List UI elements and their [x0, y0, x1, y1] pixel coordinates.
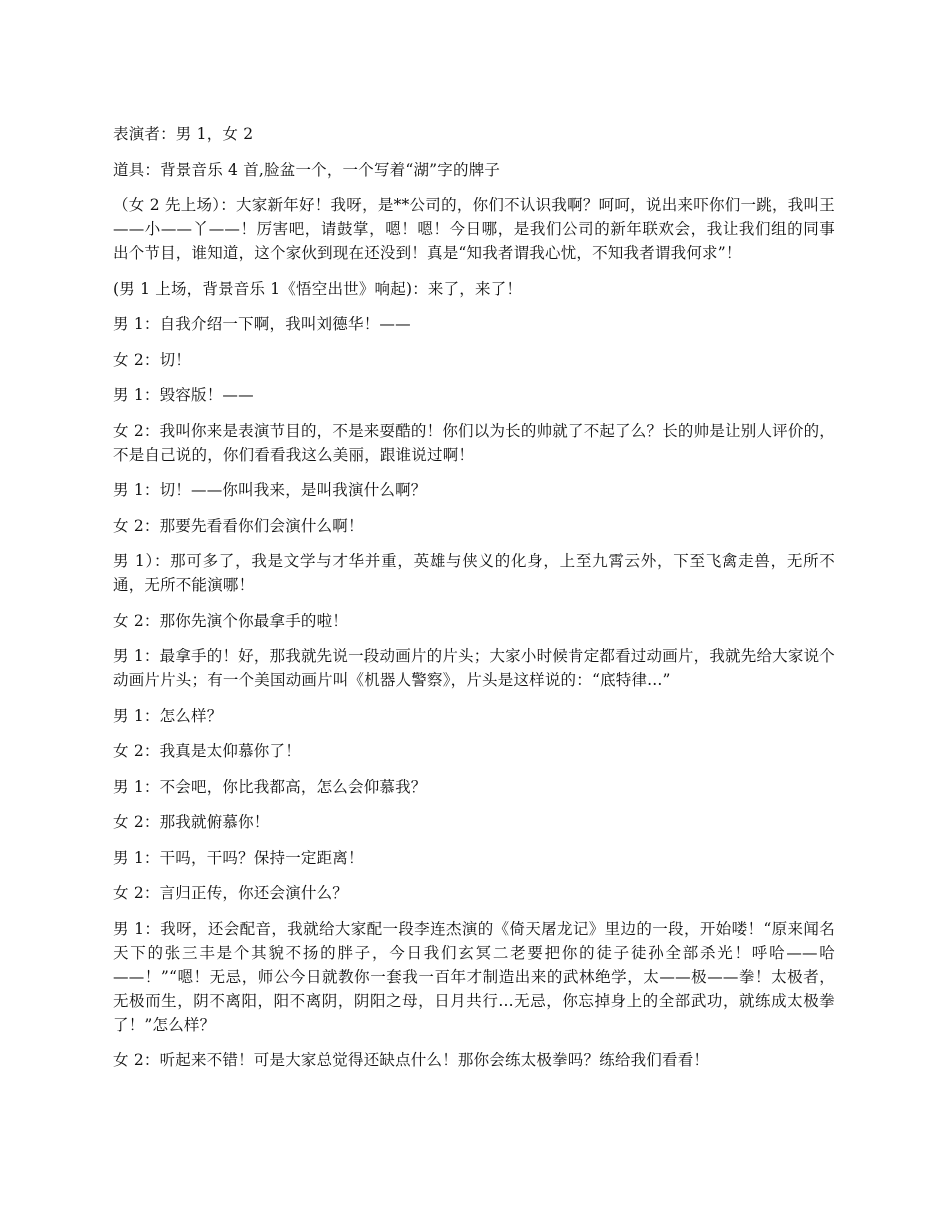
dialogue-paragraph: 女 2：那你先演个你最拿手的啦！ [113, 611, 348, 630]
dialogue-paragraph: 女 2：听起来不错！可是大家总觉得还缺点什么！那你会练太极拳吗？练给我们看看！ [113, 1051, 710, 1069]
cast-line: 表演者：男 1，女 2 [113, 125, 254, 143]
dialogue-paragraph: 男 1：毁容版！—— [113, 386, 254, 404]
props-line: 道具：背景音乐 4 首,脸盆一个，一个写着“湖”字的牌子 [113, 160, 501, 179]
dialogue-paragraph: 男 1：最拿手的！好，那我就先说一段动画片的片头；大家小时候肯定都看过动画片，我就先给大家说个动画片片头；有一个美国动画片叫《机器人警察》，片头是这样说的：“底特律...” [113, 647, 835, 689]
document-page [113, 122, 835, 1084]
dialogue-paragraph: （女 2 先上场）：大家新年好！我呀，是**公司的，你们不认识我啊？呵呵，说出来吓你们一跳，我叫王——小——丫——！厉害吧，请鼓掌，嗯！嗯！今日哪，是我们公司的新年联欢会，我让我们组的同事出个节目，谁知道，这个家伙到现在还没到！真是“知我者谓我心忧，不知我者谓我何求”！ [113, 196, 835, 262]
dialogue-paragraph: 男 1）：那可多了，我是文学与才华并重，英雄与侠义的化身，上至九霄云外，下至飞禽走兽，无所不通，无所不能演哪！ [113, 552, 835, 594]
dialogue-paragraph: 女 2：我叫你来是表演节目的，不是来耍酷的！你们以为长的帅就了不起了么？长的帅是让别人评价的，不是自己说的，你们看看我这么美丽，跟谁说过啊！ [113, 421, 835, 464]
dialogue-paragraph: 女 2：那要先看看你们会演什么啊！ [113, 516, 364, 535]
dialogue-paragraph: 男 1：自我介绍一下啊，我叫刘德华！—— [113, 315, 411, 333]
dialogue-paragraph: 女 2：切！ [113, 350, 191, 369]
dialogue-paragraph: 男 1：切！——你叫我来，是叫我演什么啊？ [113, 481, 427, 499]
dialogue-paragraph: 男 1：干吗，干吗？保持一定距离！ [113, 848, 364, 867]
dialogue-paragraph: 男 1：我呀，还会配音，我就给大家配一段李连杰演的《倚天屠龙记》里边的一段，开始喽！“原来闻名天下的张三丰是个其貌不扬的胖子，今日我们玄冥二老要把你的徒子徒孙全部杀光！呼哈——哈——！”“嗯！无忌，师公今日就教你一套我一百年才制造出来的武林绝学，太——极——拳！太极者，无极而生，阴不离阳，阳不离阴，阴阳之母，日月共行...无忌，你忘掉身上的全部武功，就练成太极拳了！”怎么样？ [113, 919, 835, 1034]
dialogue-paragraph: 女 2：那我就俯慕你！ [113, 813, 270, 831]
dialogue-paragraph: 女 2：我真是太仰慕你了！ [113, 742, 301, 760]
dialogue-paragraph: 女 2：言归正传，你还会演什么？ [113, 884, 348, 902]
dialogue-paragraph: 男 1：怎么样？ [113, 706, 223, 725]
stage-direction: (男 1 上场，背景音乐 1《悟空出世》响起)：来了，来了！ [113, 279, 523, 298]
dialogue-paragraph: 男 1：不会吧，你比我都高，怎么会仰慕我？ [113, 777, 427, 796]
